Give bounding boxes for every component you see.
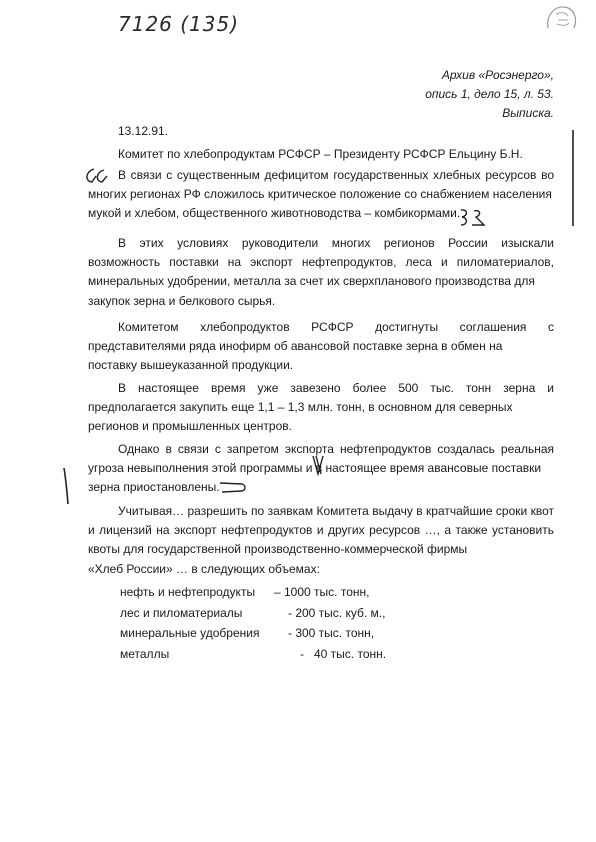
- paragraph-last-line: мукой и хлебом, общественного животноводства – комбикормами.: [88, 206, 461, 221]
- quota-item: минеральные удобрения: [120, 626, 260, 640]
- paragraph-text: Комитетом хлебопродуктов РСФСР достигнуты соглашения с представителями ряда инофирм об авансовой поставке зерна в обмен на: [88, 320, 554, 354]
- paragraph-last-line: регионов и промышленных центров.: [88, 419, 292, 434]
- paragraph-last-line: «Хлеб России» … в следующих объемах:: [88, 561, 320, 576]
- paragraph-4: [88, 379, 554, 437]
- paragraph-last-line: зерна приостановлены.: [88, 480, 220, 495]
- handwritten-reference: 7126 (135): [118, 12, 240, 36]
- quota-amount: - 300 тыс. тонн,: [288, 626, 375, 640]
- archive-line-2: опись 1, дело 15, л. 53.: [425, 87, 554, 101]
- paragraph-text: В этих условиях руководители многих регионов России изыскали возможность поставки на экспорт нефтепродуктов, леса и пиломатериалов, минеральных удобрении, металла за счет их сверхпланового производства для: [88, 236, 554, 289]
- document-heading: Комитет по хлебопродуктам РСФСР – Президенту РСФСР Ельцину Б.Н.: [118, 147, 523, 161]
- paragraph-6: [88, 502, 554, 579]
- paragraph-1: [88, 166, 554, 224]
- paragraph-text: Учитывая… разрешить по заявкам Комитета выдачу в кратчайшие сроки квот и лицензий на экспорт нефтепродуктов и других ресурсов …, а также установить квоты для государственной производственно-коммерческой фирмы: [88, 504, 554, 557]
- paragraph-5: [88, 440, 554, 498]
- margin-bracket-icon: [568, 128, 578, 228]
- quota-item: металлы: [120, 646, 170, 661]
- document-date: 13.12.91.: [118, 124, 169, 138]
- archive-line-1: Архив «Росэнерго»,: [441, 68, 554, 82]
- quota-item: лес и пиломатериалы: [120, 605, 243, 620]
- paragraph-text: В связи с существенным дефицитом государственных хлебных ресурсов во многих регионах РФ сложилось критическое положение со снабжением населения: [88, 168, 554, 202]
- paragraph-text: Однако в связи с запретом экспорта нефтепродуктов создалась реальная угроза невыполнения этой программы и в настоящее время авансовые поставки: [88, 442, 554, 476]
- paragraph-text: В настоящее время уже завезено более 500 тыс. тонн зерна и предполагается закупить еще 1,1 – 1,3 млн. тонн, в основном для северных: [88, 381, 554, 415]
- paragraph-2: [88, 234, 554, 311]
- margin-line-icon: [60, 466, 72, 506]
- paragraph-last-line: поставку вышеуказанной продукции.: [88, 358, 294, 373]
- archive-line-3: Выписка.: [502, 106, 554, 120]
- paragraph-last-line: закупок зерна и белкового сырья.: [88, 293, 276, 308]
- quota-amount: - 40 тыс. тонн.: [300, 646, 387, 661]
- quota-amount: – 1000 тыс. тонн,: [274, 585, 370, 599]
- stamp-mark-icon: [542, 2, 582, 38]
- quota-amount: - 200 тыс. куб. м.,: [288, 605, 386, 620]
- quota-item: нефть и нефтепродукты: [120, 585, 256, 599]
- paragraph-3: [88, 318, 554, 376]
